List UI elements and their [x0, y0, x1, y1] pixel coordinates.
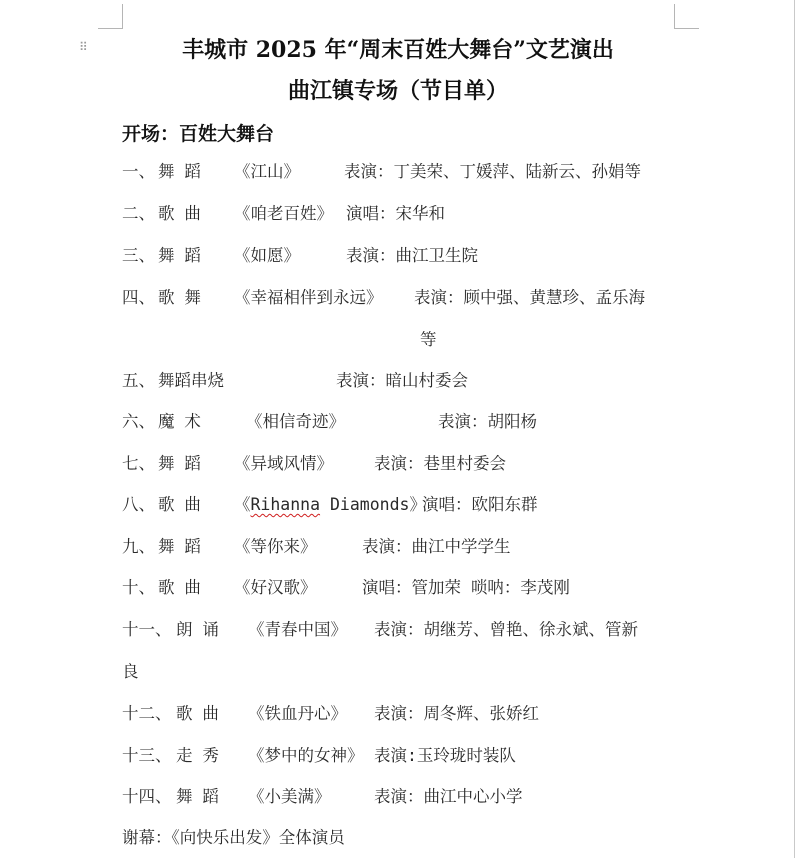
- program-type: 歌 舞: [158, 288, 201, 307]
- document-subtitle: 曲江镇专场（节目单）: [287, 78, 508, 104]
- program-number: 十二、: [122, 704, 172, 723]
- program-type: 舞 蹈: [158, 537, 201, 556]
- program-type: 歌 曲: [158, 495, 201, 514]
- program-number: 五、: [122, 371, 155, 390]
- program-performers: 表演：曲江中学学生: [362, 537, 511, 556]
- program-name: 《幸福相伴到永远》: [234, 288, 383, 307]
- program-name: 《相信奇迹》: [246, 412, 345, 431]
- program-performers: 演唱：管加荣 唢呐：李茂刚: [362, 578, 570, 597]
- program-name: 《咱老百姓》: [234, 204, 333, 223]
- program-type: 歌 曲: [158, 204, 201, 223]
- opening-heading: 开场：百姓大舞台: [122, 123, 275, 145]
- program-name: 《等你来》: [234, 537, 317, 556]
- program-number: 三、: [122, 246, 155, 265]
- program-performers: 表演：胡继芳、曾艳、徐永斌、管新: [374, 620, 638, 639]
- program-name-rest: Diamonds》: [320, 495, 426, 514]
- program-performers: 表演:玉玲珑时装队: [374, 746, 516, 765]
- program-number: 六、: [122, 412, 155, 431]
- program-name: 《如愿》: [234, 246, 300, 265]
- program-type: 魔 术: [158, 412, 201, 431]
- closing-line: 谢幕：《向快乐出发》全体演员: [122, 828, 345, 847]
- program-number: 一、: [122, 162, 155, 181]
- program-type: 舞 蹈: [158, 246, 201, 265]
- program-performers-continued: 良: [122, 662, 139, 681]
- program-number: 十、: [122, 578, 155, 597]
- margin-corner-mark: [674, 4, 699, 29]
- program-type: 舞 蹈: [158, 162, 201, 181]
- program-type: 歌 曲: [176, 704, 219, 723]
- program-name: 《异域风情》: [234, 454, 333, 473]
- program-performers: 表演：周冬辉、张娇红: [374, 704, 539, 723]
- program-type: 朗 诵: [176, 620, 219, 639]
- program-performers: 表演：曲江中心小学: [374, 787, 523, 806]
- program-name-open: 《: [234, 495, 251, 514]
- program-name: 《梦中的女神》: [248, 746, 364, 765]
- program-type: 舞蹈串烧: [158, 371, 224, 390]
- program-type: 舞 蹈: [176, 787, 219, 806]
- program-name: 《青春中国》: [248, 620, 347, 639]
- program-number: 七、: [122, 454, 155, 473]
- program-number: 十三、: [122, 746, 172, 765]
- program-number: 八、: [122, 495, 155, 514]
- program-performers: 表演：暗山村委会: [336, 371, 468, 390]
- program-name: 《铁血丹心》: [248, 704, 347, 723]
- program-name: [234, 494, 426, 516]
- program-performers-continued: 等: [420, 330, 437, 349]
- drag-handle-icon[interactable]: ⠿: [79, 40, 87, 54]
- margin-corner-mark: [98, 4, 123, 29]
- spellcheck-underlined-word[interactable]: Rihanna: [250, 495, 321, 514]
- program-type: 歌 曲: [158, 578, 201, 597]
- program-performers: 演唱：欧阳东群: [422, 495, 538, 514]
- program-name: 《江山》: [234, 162, 300, 181]
- program-number: 九、: [122, 537, 155, 556]
- program-name: 《好汉歌》: [234, 578, 317, 597]
- program-number: 十四、: [122, 787, 172, 806]
- program-performers: 表演：巷里村委会: [374, 454, 506, 473]
- program-name: 《小美满》: [248, 787, 331, 806]
- program-performers: 演唱：宋华和: [346, 204, 445, 223]
- document-title: 丰城市 2025 年“周末百姓大舞台”文艺演出: [182, 37, 614, 63]
- program-number: 二、: [122, 204, 155, 223]
- program-performers: 表演：顾中强、黄慧珍、孟乐海: [414, 288, 645, 307]
- program-number: 十一、: [122, 620, 172, 639]
- program-performers: 表演：丁美荣、丁媛萍、陆新云、孙娟等: [344, 162, 641, 181]
- program-performers: 表演：曲江卫生院: [346, 246, 478, 265]
- program-type: 舞 蹈: [158, 454, 201, 473]
- program-performers: 表演：胡阳杨: [438, 412, 537, 431]
- program-number: 四、: [122, 288, 155, 307]
- program-type: 走 秀: [176, 746, 219, 765]
